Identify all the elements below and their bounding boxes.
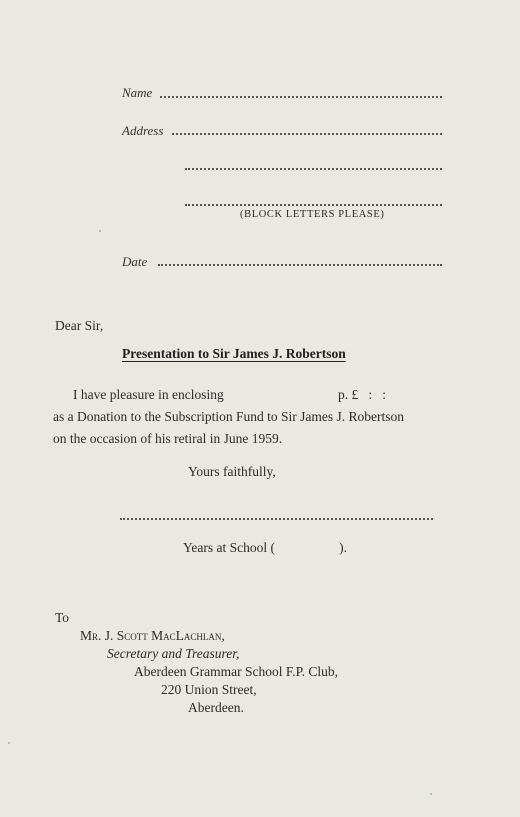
recipient-organisation: Aberdeen Grammar School F.P. Club, bbox=[134, 664, 339, 679]
closing: Yours faithfully, bbox=[188, 464, 276, 479]
occasion-line: on the occasion of his retiral in June 1959. bbox=[53, 431, 283, 446]
letter-heading: Presentation to Sir James J. Robertson bbox=[122, 346, 346, 361]
recipient-city: Aberdeen. bbox=[188, 700, 244, 715]
paper-speck bbox=[430, 793, 432, 795]
address-line-3 bbox=[185, 204, 442, 206]
amount-field: p. £ : : bbox=[338, 387, 387, 402]
address-line-1 bbox=[172, 133, 442, 135]
recipient-name: Mr. J. Scott MacLachlan, bbox=[80, 628, 225, 643]
recipient-title: Secretary and Treasurer, bbox=[107, 646, 240, 661]
years-at-school: Years at School ( ). bbox=[183, 540, 347, 555]
paper-speck bbox=[99, 230, 101, 232]
salutation: Dear Sir, bbox=[55, 318, 104, 333]
enclosing-text: I have pleasure in enclosing bbox=[73, 387, 224, 402]
block-letters-note: (BLOCK LETTERS PLEASE) bbox=[240, 209, 385, 220]
date-label: Date bbox=[122, 254, 148, 269]
name-label: Name bbox=[122, 85, 153, 100]
signature-line bbox=[120, 518, 433, 520]
donation-line: as a Donation to the Subscription Fund to Sir James J. Robertson bbox=[53, 409, 404, 424]
address-label: Address bbox=[122, 123, 164, 138]
date-line bbox=[158, 264, 442, 266]
paper-speck bbox=[8, 742, 10, 744]
name-line bbox=[160, 96, 442, 98]
address-line-2 bbox=[185, 168, 442, 170]
to-label: To bbox=[55, 610, 70, 625]
recipient-street: 220 Union Street, bbox=[161, 682, 257, 697]
